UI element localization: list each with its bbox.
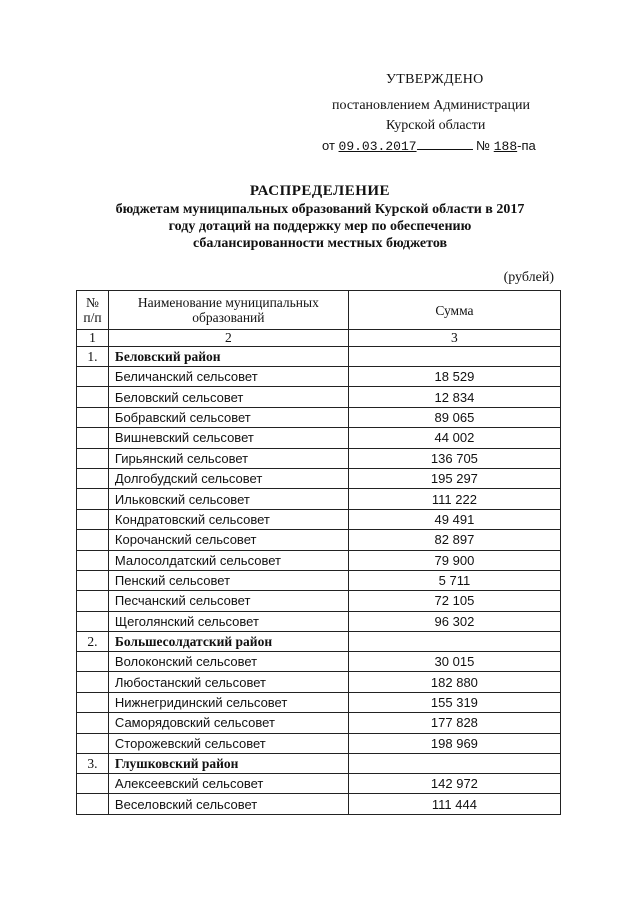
approval-line-administration: постановлением Администрации [332,98,530,113]
row-number [77,530,109,550]
row-number [77,489,109,509]
row-number: 2. [77,632,109,652]
row-number [77,774,109,794]
row-sum: 18 529 [348,367,560,387]
row-number [77,428,109,448]
row-number [77,591,109,611]
column-number-2: 2 [108,330,348,347]
row-number [77,468,109,488]
municipality-name: Ильковский сельсовет [108,489,348,509]
column-number-3: 3 [348,330,560,347]
row-sum: 5 711 [348,570,560,590]
row-number [77,692,109,712]
row-number: 1. [77,347,109,367]
table-row [77,611,561,631]
municipality-name: Малосолдатский сельсовет [108,550,348,570]
row-number: 3. [77,754,109,774]
number-prefix: № [476,138,491,153]
table-row [77,794,561,814]
table-row [77,774,561,794]
approval-number: 188 [493,139,518,154]
approval-block [318,70,568,157]
municipality-name: Беличанский сельсовет [108,367,348,387]
heading-line-2: году дотаций на поддержку мер по обеспечению [168,219,472,234]
row-sum: 195 297 [348,468,560,488]
municipality-name: Кондратовский сельсовет [108,509,348,529]
row-number [77,550,109,570]
row-sum: 198 969 [348,733,560,753]
district-name: Большесолдатский район [108,632,348,652]
table-row [77,428,561,448]
municipality-name: Бобравский сельсовет [108,407,348,427]
row-number [77,367,109,387]
table-row [77,367,561,387]
district-row [77,632,561,652]
approval-title: УТВЕРЖДЕНО [386,72,484,87]
table-row [77,570,561,590]
approval-date: 09.03.2017 [338,139,417,154]
number-suffix: -па [517,138,536,153]
table-row [77,713,561,733]
row-sum: 182 880 [348,672,560,692]
row-sum: 89 065 [348,407,560,427]
row-sum: 155 319 [348,692,560,712]
row-number [77,448,109,468]
row-sum: 111 222 [348,489,560,509]
municipality-name: Волоконский сельсовет [108,652,348,672]
municipality-name: Песчанский сельсовет [108,591,348,611]
table-row [77,468,561,488]
municipality-name: Беловский сельсовет [108,387,348,407]
table-row [77,550,561,570]
table-row [77,652,561,672]
table-row [77,672,561,692]
row-number [77,407,109,427]
column-number-1: 1 [77,330,109,347]
row-number [77,570,109,590]
date-underline [417,137,473,150]
table-row [77,733,561,753]
row-sum: 177 828 [348,713,560,733]
heading-line-3: сбалансированности местных бюджетов [192,236,448,251]
row-sum: 142 972 [348,774,560,794]
municipality-name: Алексеевский сельсовет [108,774,348,794]
approval-line-region: Курской области [386,118,486,133]
document-title: РАСПРЕДЕЛЕНИЕ [249,183,391,199]
row-sum: 136 705 [348,448,560,468]
column-numbers-row [77,330,561,347]
municipality-name: Щеголянский сельсовет [108,611,348,631]
row-sum: 79 900 [348,550,560,570]
row-sum: 111 444 [348,794,560,814]
table-row [77,448,561,468]
municipality-name: Вишневский сельсовет [108,428,348,448]
approval-date-line [318,136,568,157]
row-number [77,611,109,631]
heading-line-1: бюджетам муниципальных образований Курской области в 2017 [115,202,525,217]
row-sum: 30 015 [348,652,560,672]
row-sum: 49 491 [348,509,560,529]
municipality-name: Сторожевский сельсовет [108,733,348,753]
row-number [77,652,109,672]
date-prefix: от [322,138,335,153]
table-header-row [77,291,561,330]
row-number [77,794,109,814]
row-sum: 44 002 [348,428,560,448]
header-name: Наименование муниципальных образований [108,291,348,330]
district-row [77,347,561,367]
row-number [77,509,109,529]
district-name: Глушковский район [108,754,348,774]
municipality-name: Любостанский сельсовет [108,672,348,692]
row-sum [348,754,560,774]
row-sum: 72 105 [348,591,560,611]
row-number [77,713,109,733]
distribution-table [76,290,561,815]
district-row [77,754,561,774]
municipality-name: Нижнегридинский сельсовет [108,692,348,712]
district-name: Беловский район [108,347,348,367]
table-row [77,489,561,509]
table-row [77,591,561,611]
table-row [77,407,561,427]
row-sum: 12 834 [348,387,560,407]
row-sum: 82 897 [348,530,560,550]
table-row [77,387,561,407]
municipality-name: Веселовский сельсовет [108,794,348,814]
row-sum [348,632,560,652]
municipality-name: Гирьянский сельсовет [108,448,348,468]
table-row [77,692,561,712]
row-number [77,387,109,407]
header-sum: Сумма [348,291,560,330]
municipality-name: Пенский сельсовет [108,570,348,590]
table-row [77,509,561,529]
row-number [77,733,109,753]
header-number: № п/п [77,291,109,330]
table-row [77,530,561,550]
row-number [77,672,109,692]
row-sum: 96 302 [348,611,560,631]
document-heading [60,183,580,252]
municipality-name: Саморядовский сельсовет [108,713,348,733]
row-sum [348,347,560,367]
units-label: (рублей) [503,270,554,285]
municipality-name: Корочанский сельсовет [108,530,348,550]
municipality-name: Долгобудский сельсовет [108,468,348,488]
